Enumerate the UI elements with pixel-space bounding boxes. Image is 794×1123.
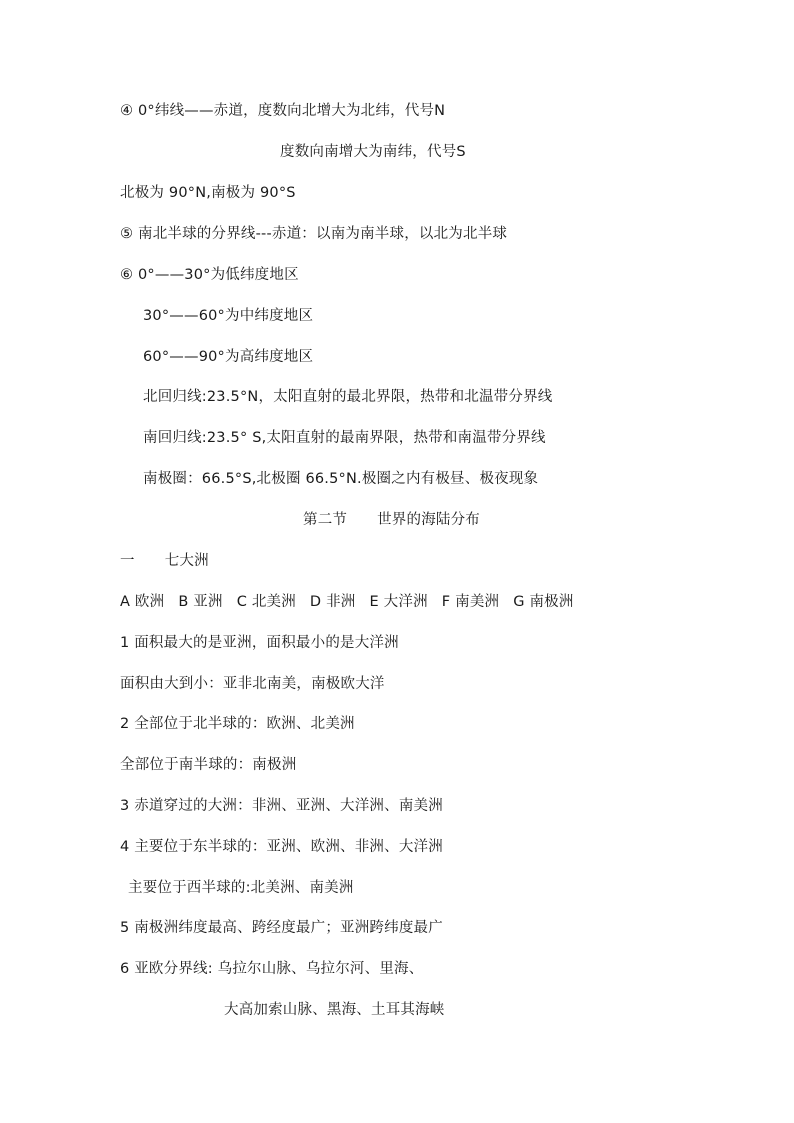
western-hemisphere-line: 主要位于西半球的:北美洲、南美洲: [128, 880, 354, 896]
subsection-heading: 七大洲: [164, 553, 209, 569]
subsection-title: [120, 551, 209, 571]
polar-circles-line: 南极圈：66.5°S,北极圈 66.5°N.极圈之内有极昼、极夜现象: [143, 471, 539, 487]
continent-item: B 亚洲: [178, 594, 223, 610]
northern-hemisphere-line: 2 全部位于北半球的：欧洲、北美洲: [120, 716, 355, 732]
equator-continents-line: 3 赤道穿过的大洲：非洲、亚洲、大洋洲、南美洲: [120, 798, 443, 814]
continent-item: D 非洲: [309, 594, 356, 610]
continents-list: [120, 592, 574, 612]
continent-item: C 北美洲: [236, 594, 296, 610]
asia-europe-boundary-cont-line: 大高加索山脉、黑海、土耳其海峡: [224, 1002, 445, 1018]
tropic-of-cancer-line: 北回归线:23.5°N，太阳直射的最北界限，热带和北温带分界线: [143, 389, 553, 405]
section-title: [303, 510, 480, 530]
largest-area-line: 1 面积最大的是亚洲，面积最小的是大洋洲: [120, 635, 399, 651]
equator-line: ④ 0°纬线——赤道，度数向北增大为北纬，代号N: [120, 103, 446, 119]
mid-latitude-line: 30°——60°为中纬度地区: [143, 308, 314, 324]
eastern-hemisphere-line: 4 主要位于东半球的：亚洲、欧洲、非洲、大洋洲: [120, 839, 443, 855]
area-order-line: 面积由大到小：亚非北南美，南极欧大洋: [120, 676, 385, 692]
south-latitude-line: 度数向南增大为南纬，代号S: [280, 144, 466, 160]
continent-item: E 大洋洲: [369, 594, 428, 610]
high-latitude-line: 60°——90°为高纬度地区: [143, 349, 314, 365]
section-number: 第二节: [303, 512, 348, 528]
hemisphere-boundary-line: ⑤ 南北半球的分界线---赤道：以南为南半球，以北为北半球: [120, 226, 508, 242]
southern-hemisphere-line: 全部位于南半球的：南极洲: [120, 757, 297, 773]
subsection-number: 一: [120, 553, 135, 569]
low-latitude-line: ⑥ 0°——30°为低纬度地区: [120, 267, 299, 283]
asia-europe-boundary-line: 6 亚欧分界线: 乌拉尔山脉、乌拉尔河、里海、: [120, 961, 424, 977]
poles-line: 北极为 90°N,南极为 90°S: [120, 185, 296, 201]
continent-item: F 南美洲: [441, 594, 500, 610]
tropic-of-capricorn-line: 南回归线:23.5° S,太阳直射的最南界限，热带和南温带分界线: [143, 430, 546, 446]
continent-item: A 欧洲: [120, 594, 165, 610]
latitude-span-line: 5 南极洲纬度最高、跨经度最广；亚洲跨纬度最广: [120, 920, 443, 936]
section-heading: 世界的海陆分布: [377, 512, 481, 528]
continent-item: G 南极洲: [513, 594, 574, 610]
